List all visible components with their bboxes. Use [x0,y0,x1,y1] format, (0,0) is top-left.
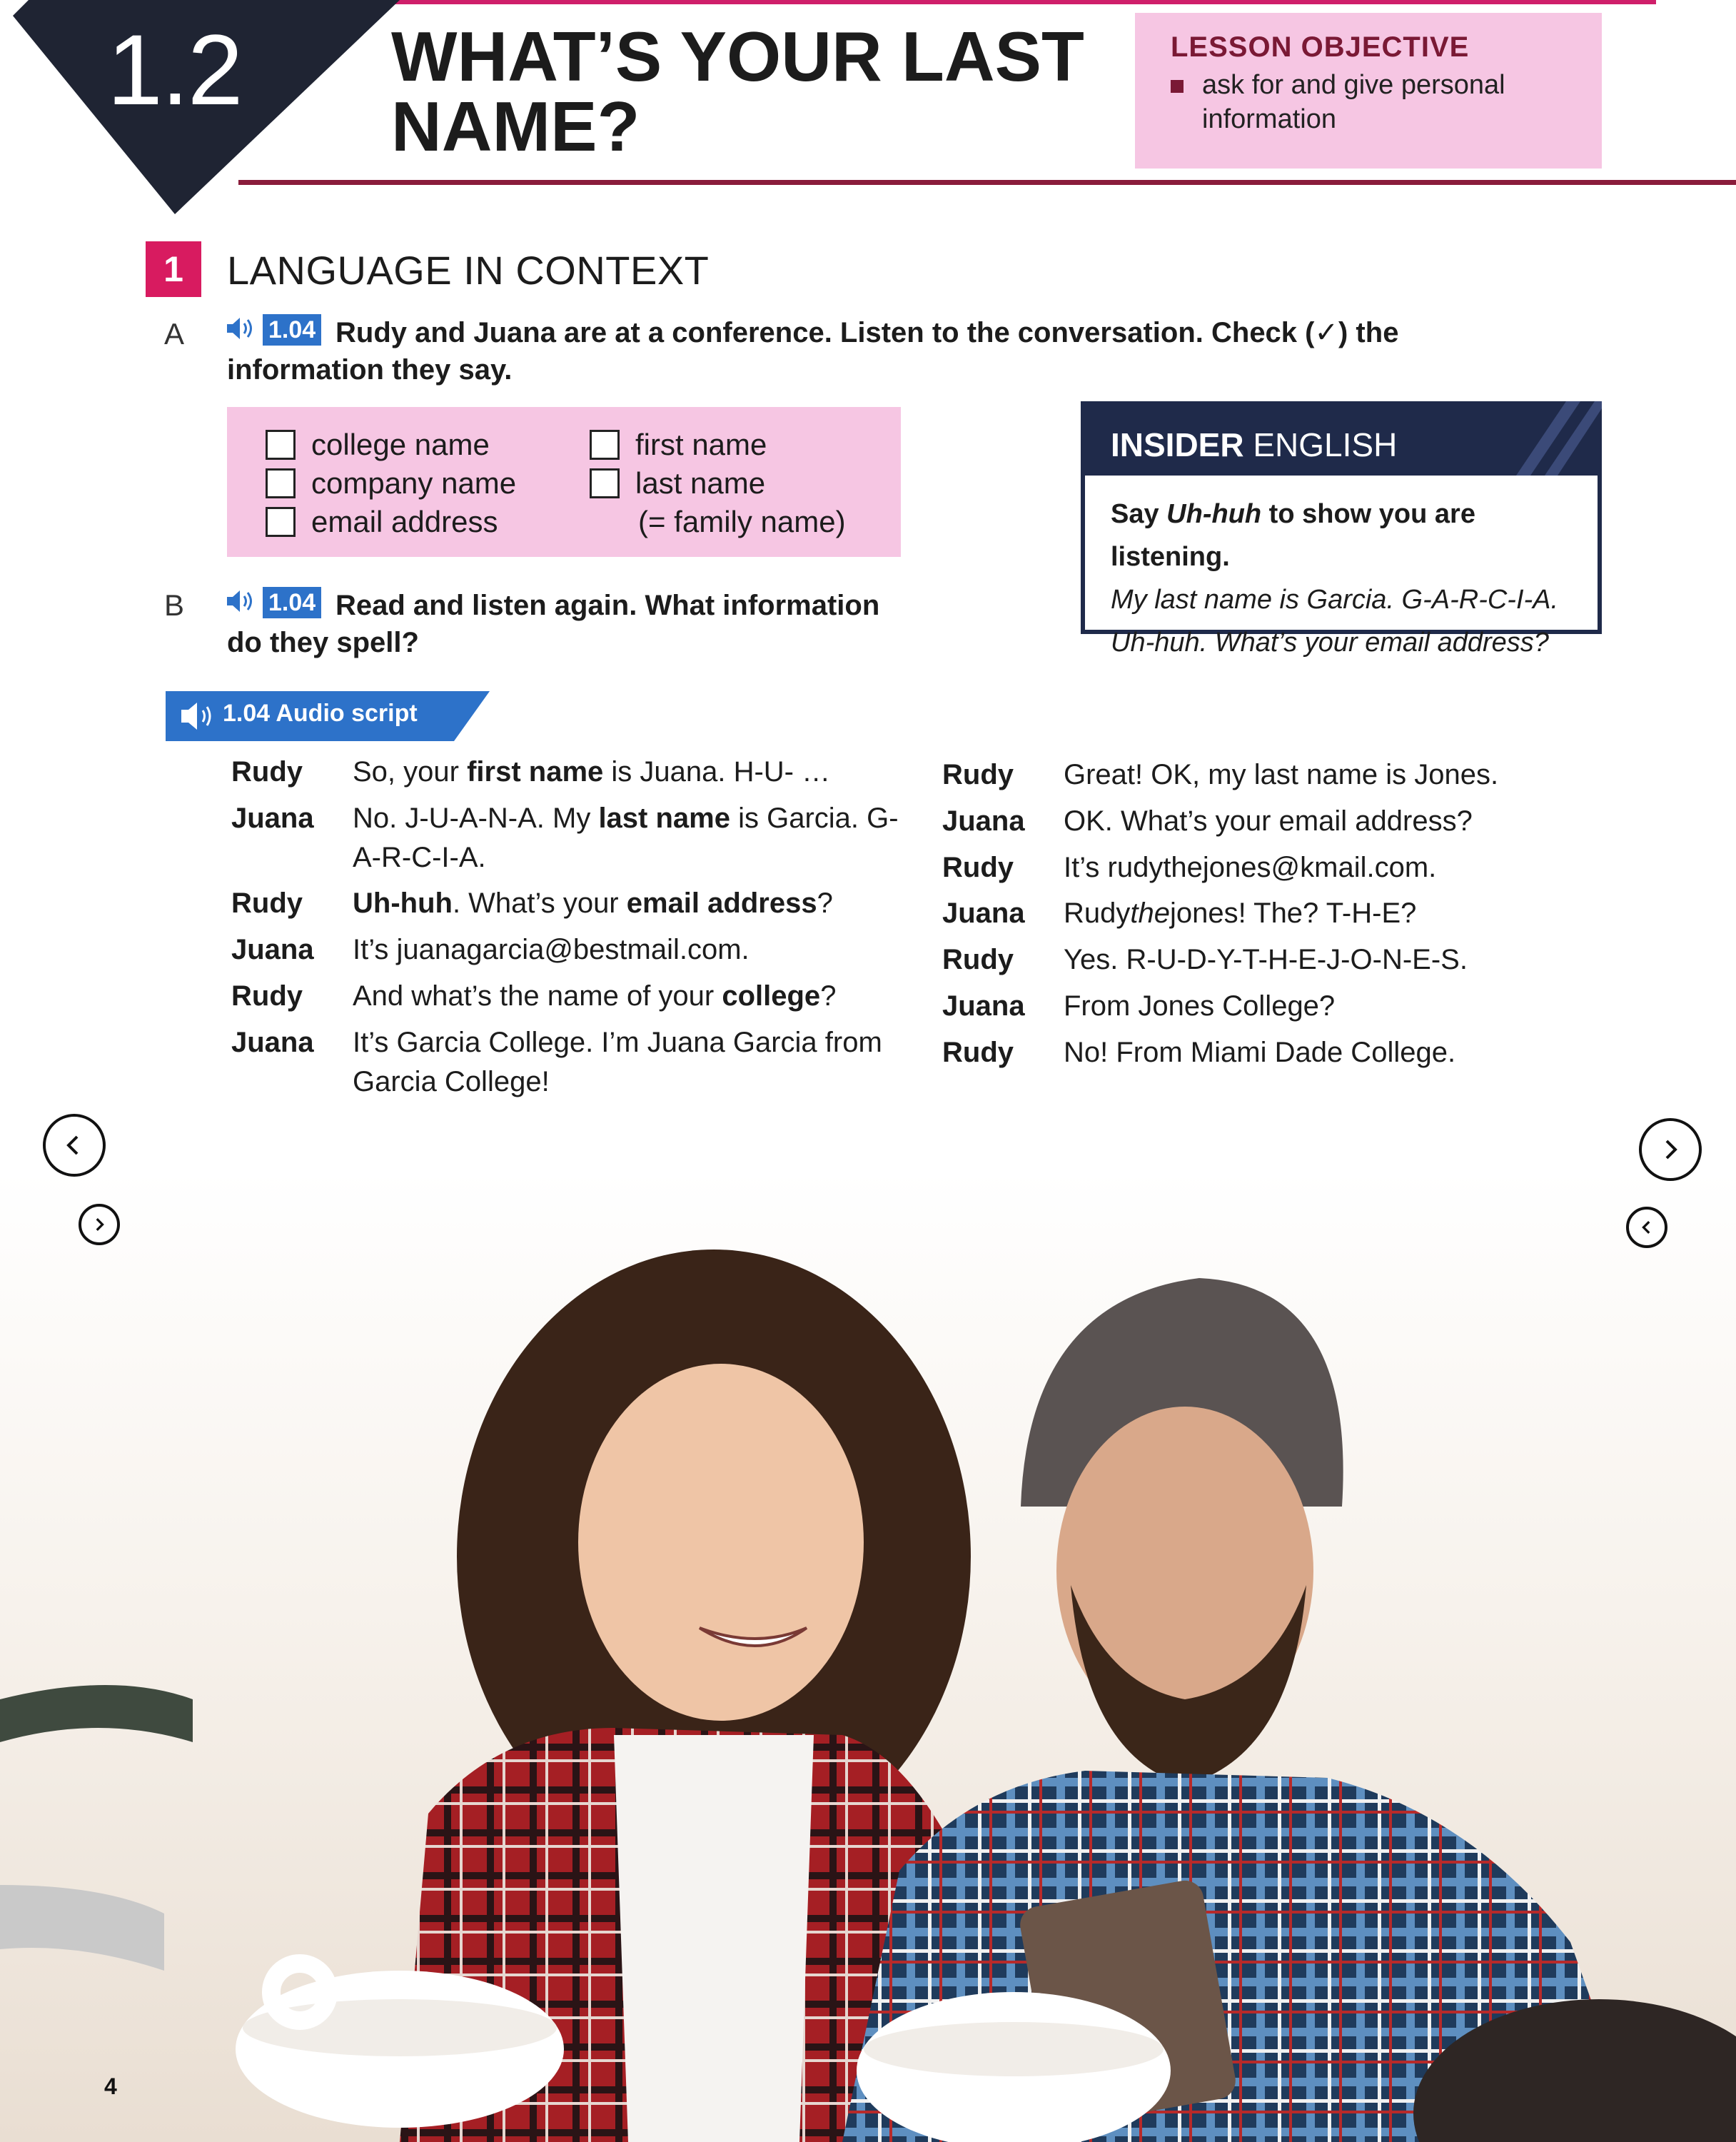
exercise-a-letter: A [164,317,185,351]
dialogue-column-right [942,755,1585,1080]
checkbox[interactable] [266,430,296,460]
line-text: Great! OK, my last name is Jones. [1064,759,1499,790]
insider-english-body [1111,493,1582,664]
speaker-name: Juana [231,802,314,834]
dialogue-line [231,884,902,923]
checklist-label: college name [311,428,490,461]
line-text: Uh-huh. What’s your email address? [353,888,833,920]
exercise-b-letter: B [164,588,185,622]
checkbox[interactable] [590,468,620,498]
dialogue-line [231,753,902,792]
audio-speaker-icon[interactable] [226,587,257,615]
line-text: And what’s the name of your college? [353,980,837,1012]
line-text: Yes. R-U-D-Y-T-H-E-J-O-N-E-S. [1064,944,1468,976]
line-text: No! From Miami Dade College. [1064,1036,1456,1068]
checklist-label: company name [311,466,517,500]
checklist-item[interactable] [590,426,846,464]
line-text: Rudythejones! The? T-H-E? [1064,897,1417,930]
line-text: OK. What’s your email address? [1064,805,1473,837]
next-page-button[interactable] [1639,1118,1702,1181]
section-number-badge: 1 [146,241,201,297]
speaker-name: Juana [231,1026,314,1058]
audio-track-badge[interactable]: 1.04 [263,314,321,346]
line-text: So, your first name is Juana. H-U- … [353,756,831,788]
audio-track-badge[interactable]: 1.04 [263,587,321,618]
insider-english-title: INSIDER ENGLISH [1111,426,1398,463]
checklist-item[interactable] [266,503,516,541]
speaker-name: Juana [231,934,314,966]
checklist-item[interactable] [266,426,516,464]
chevron-right-icon [90,1215,108,1234]
line-text: From Jones College? [1064,990,1336,1022]
checklist-label: first name [635,428,767,461]
audio-speaker-icon[interactable] [226,314,257,343]
lesson-objective-heading: LESSON OBJECTIVE [1171,31,1470,63]
chevron-left-icon [1637,1218,1656,1237]
dialogue-line [942,755,1585,795]
chevron-left-icon [60,1131,89,1160]
checklist-label: last name [635,466,766,500]
checkbox[interactable] [590,430,620,460]
next-small-button[interactable] [79,1204,120,1245]
dialogue-line [942,987,1585,1026]
line-text: It’s Garcia College. I’m Juana Garcia from Garcia College! [353,1026,882,1097]
exercise-a-instruction: Rudy and Juana are at a conference. Listen to the conversation. Check (✓) the information they say. [227,317,1399,386]
speaker-name: Rudy [231,980,303,1012]
lesson-title: WHAT’S YOUR LAST NAME? [391,17,1084,166]
speaker-name: Rudy [942,759,1014,790]
checklist-item[interactable] [266,464,516,503]
checklist-column-1 [266,426,516,541]
top-accent-bar [357,0,1656,4]
checklist-label: email address [311,505,498,538]
line-text: No. J-U-A-N-A. My last name is Garcia. G-A-R-C-I-A. [353,802,899,873]
checkbox[interactable] [266,468,296,498]
speaker-name: Juana [942,897,1025,930]
dialogue-line [942,894,1585,933]
chevron-right-icon [1656,1135,1685,1164]
previous-small-button[interactable] [1626,1207,1667,1248]
speaker-name: Rudy [942,851,1014,883]
title-underline [238,180,1736,185]
line-text: It’s juanagarcia@bestmail.com. [353,934,750,966]
dialogue-line [942,1033,1585,1072]
dialogue-line [231,1023,902,1102]
insider-example-2: Uh-huh. What’s your email address? [1111,628,1549,658]
dialogue-line [231,799,902,878]
exercise-b-instruction: Read and listen again. What information do they spell? [227,590,880,658]
dialogue-line [942,802,1585,841]
dialogue-line [942,848,1585,888]
lesson-number: 1.2 [107,14,242,126]
dialogue-line [942,940,1585,980]
speaker-name: Rudy [231,888,303,920]
speaker-name: Rudy [231,756,303,788]
conversation-photo [0,1171,1736,2142]
checklist-item[interactable] [590,464,846,503]
bullet-square-icon [1171,80,1184,93]
previous-page-button[interactable] [43,1114,106,1177]
insider-tip: Say Uh-huh to show you are listening. [1111,499,1475,573]
speaker-name: Juana [942,990,1025,1022]
checkbox[interactable] [266,507,296,537]
line-text: It’s rudythejones@kmail.com. [1064,851,1437,883]
speaker-name: Rudy [942,1036,1014,1068]
dialogue-line [231,930,902,970]
page-number: 4 [104,2073,117,2099]
speaker-name: Juana [942,805,1025,837]
dialogue-line [231,977,902,1016]
audio-script-label: 1.04 Audio script [223,700,418,727]
speaker-name: Rudy [942,944,1014,976]
dialogue-column-left [231,753,902,1108]
section-title: LANGUAGE IN CONTEXT [227,248,710,293]
lesson-objective-text: ask for and give personal information [1202,70,1505,134]
checklist-column-2 [590,426,846,541]
insider-example-1: My last name is Garcia. G-A-R-C-I-A. [1111,585,1559,615]
checklist-note: (= family name) [638,505,846,538]
